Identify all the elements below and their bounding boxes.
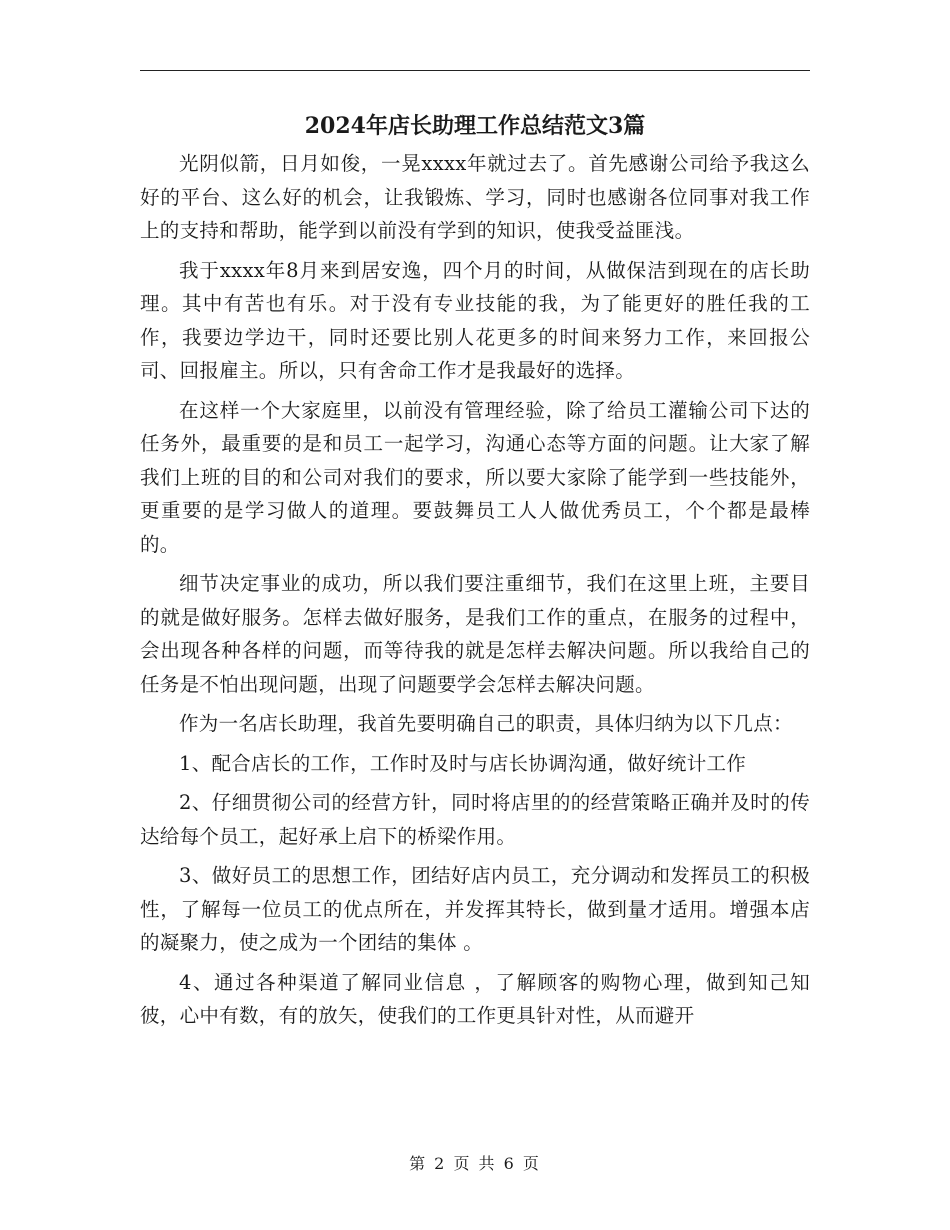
document-title: 2024年店长助理工作总结范文3篇: [304, 113, 646, 139]
paragraph-3: 在这样一个大家庭里，以前没有管理经验，除了给员工灌输公司下达的任务外，最重要的是和员工一起学习，沟通心态等方面的问题。让大家了解我们上班的目的和公司对我们的要求，所以要大家除了能学到一些技能外，更重要的是学习做人的道理。要鼓舞员工人人做优秀员工，个个都是最棒的。: [140, 398, 810, 556]
list-item-3: 3、做好员工的思想工作，团结好店内员工，充分调动和发挥员工的积极性，了解每一位员工的优点所在，并发挥其特长，做到量才适用。增强本店的凝聚力，使之成为一个团结的集体 。: [140, 864, 810, 954]
list-item-1: 1、配合店长的工作，工作时及时与店长协调沟通，做好统计工作: [179, 751, 747, 775]
paragraph-4: 细节决定事业的成功，所以我们要注重细节，我们在这里上班，主要目的就是做好服务。怎样去做好服务，是我们工作的重点，在服务的过程中，会出现各种各样的问题，而等待我的就是怎样去解决问题。所以我给自己的任务是不怕出现问题，出现了问题要学会怎样去解决问题。: [140, 572, 810, 696]
paragraph-2: 我于xxxx年8月来到居安逸，四个月的时间，从做保洁到现在的店长助理。其中有苦也有乐。对于没有专业技能的我，为了能更好的胜任我的工作，我要边学边干，同时还要比别人花更多的时间来努力工作，来回报公司、回报雇主。所以，只有舍命工作才是我最好的选择。: [140, 258, 810, 382]
header-rule: [140, 70, 810, 71]
document-body: [140, 147, 810, 1039]
page-number: 第 2 页 共 6 页: [409, 1154, 541, 1173]
list-item-4: 4、通过各种渠道了解同业信息 ，了解顾客的购物心理，做到知己知彼，心中有数，有的放矢，使我们的工作更具针对性，从而避开: [140, 970, 810, 1027]
paragraph-1: 光阴似箭，日月如俊，一晃xxxx年就过去了。首先感谢公司给予我这么好的平台、这么好的机会，让我锻炼、学习，同时也感谢各位同事对我工作上的支持和帮助，能学到以前没有学到的知识，使我受益匪浅。: [140, 152, 810, 242]
paragraph-5: 作为一名店长助理，我首先要明确自己的职责，具体归纳为以下几点：: [179, 712, 793, 735]
list-item-2: 2、仔细贯彻公司的经营方针，同时将店里的的经营策略正确并及时的传达给每个员工，起好承上启下的桥梁作用。: [140, 791, 810, 848]
